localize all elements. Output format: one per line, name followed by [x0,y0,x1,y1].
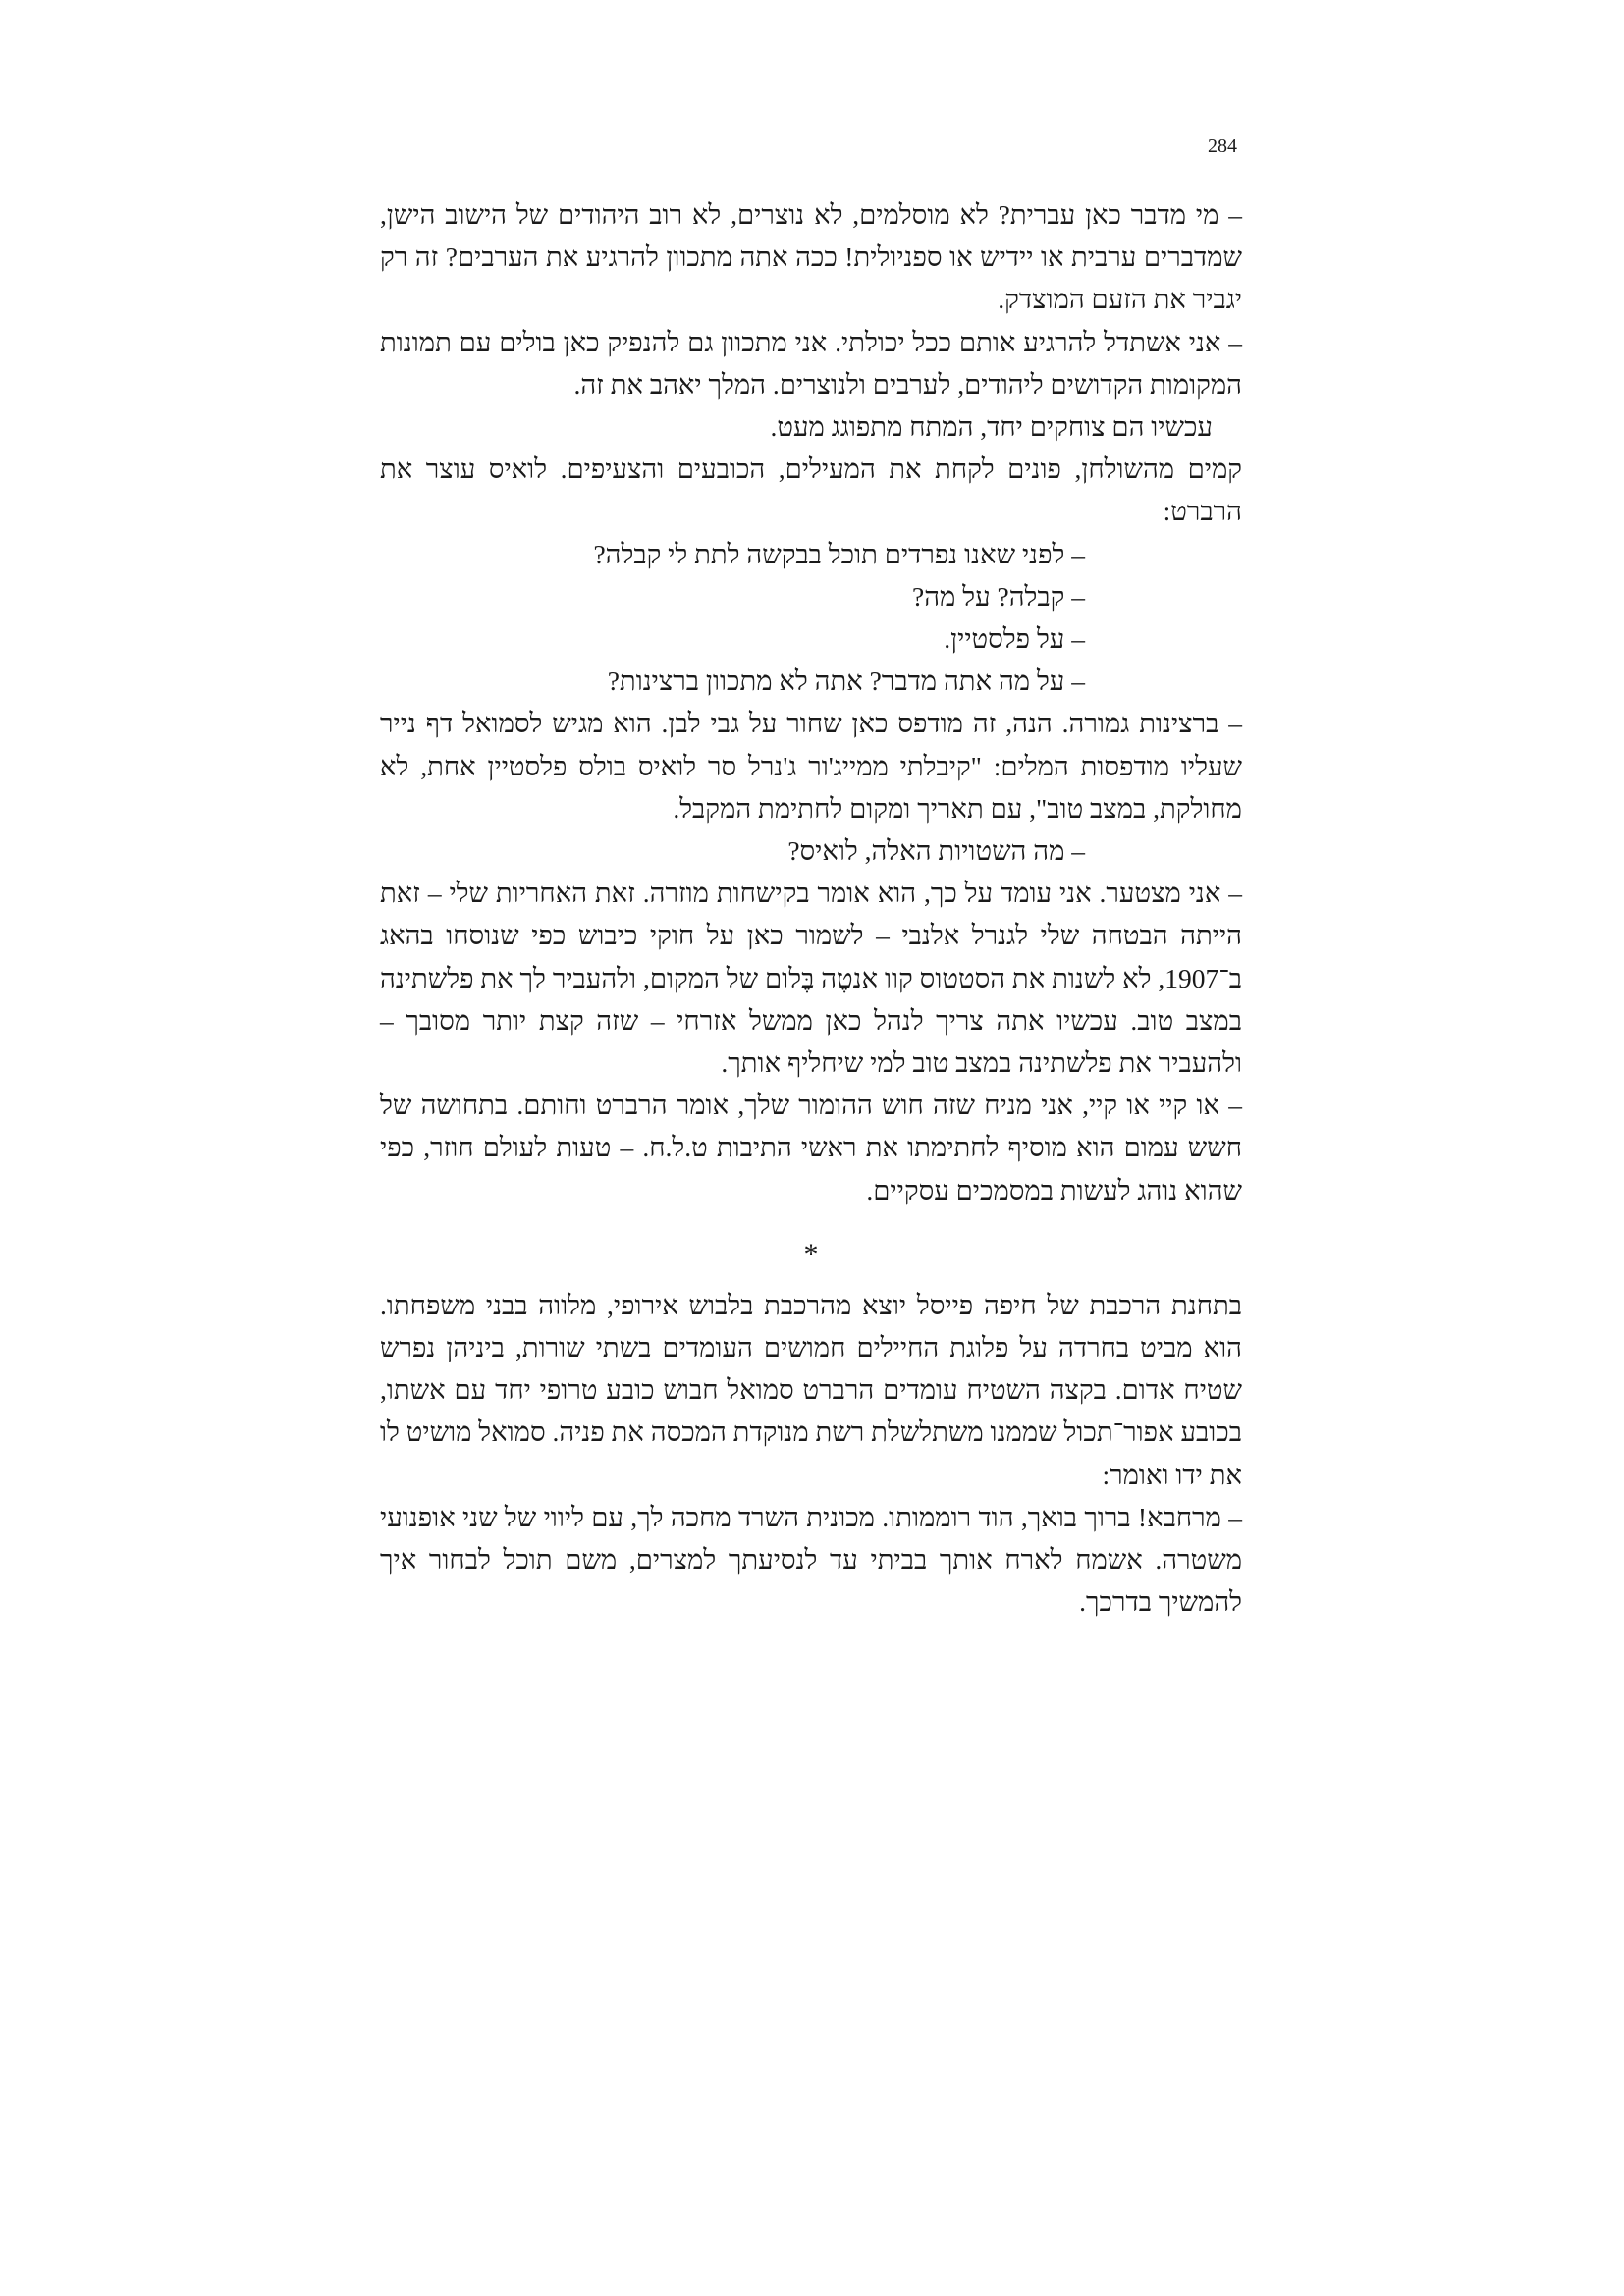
page-number: 284 [1208,135,1237,157]
paragraph-dialogue: – אני אשתדל להרגיע אותם ככל יכולתי. אני מתכוון גם להנפיק כאן בולים עם תמונות המקומות הקדושים ליהודים, לערבים ולנוצרים. המלך יאהב את זה. [380,326,1242,400]
paragraph-dialogue: – או קיי או קיי, אני מניח שזה חוש ההומור שלך, אומר הרברט וחותם. בתחושה של חשש עמום הוא מוסיף לחתימתו את ראשי התיבות ט.ל.ח. – טעות לעולם חוזר, כפי שהוא נוהג לעשות במסמכים עסקיים. [380,1090,1242,1205]
paragraph-dialogue-short: – על מה אתה מדבר? אתה לא מתכוון ברצינות? [607,666,1085,697]
paragraph-dialogue-short: – מה השטויות האלה, לואיס? [787,835,1085,867]
section-separator: * [803,1237,819,1270]
paragraph-dialogue: – מי מדבר כאן עברית? לא מוסלמים, לא נוצרים, לא רוב היהודים של הישוב הישן, שמדברים ערבית או יידיש או ספניולית! ככה אתה מתכוון להרגיע את הערבים? זה רק יגביר את הזעם המוצדק. [380,199,1242,315]
paragraph-narration: קמים מהשולחן, פונים לקחת את המעילים, הכובעים והצעיפים. לואיס עוצר את הרברט: [380,454,1242,527]
paragraph-dialogue: – ברצינות גמורה. הנה, זה מודפס כאן שחור על גבי לבן. הוא מגיש לסמואל דף נייר שעליו מודפסות המלים: "קיבלתי ממייג'ור ג'נרל סר לואיס בולס פלסטיין אחת, לא מחולקת, במצב טוב", עם תאריך ומקום לחתימת המקבל. [380,708,1242,824]
paragraph-dialogue-short: – קבלה? על מה? [912,580,1085,612]
paragraph-dialogue-short: – על פלסטיין. [944,623,1085,655]
paragraph-narration: בתחנת הרכבת של חיפה פייסל יוצא מהרכבת בלבוש אירופי, מלווה בבני משפחתו. הוא מביט בחרדה על פלוגת החיילים חמושים העומדים בשתי שורות, ביניהן נפרש שטיח אדום. בקצה השטיח עומדים הרברט סמואל חבוש כובע טרופי יחד עם אשתו, בכובע אפור־תכול שממנו משתלשלת רשת מנוקדת המכסה את פניה. סמואל מושיט לו את ידו ואומר: [380,1289,1242,1490]
paragraph-narration: עכשיו הם צוחקים יחד, המתח מתפוגג מעט. [770,411,1213,443]
body-text [380,193,1242,1624]
paragraph-dialogue: – אני מצטער. אני עומד על כך, הוא אומר בקישחות מוזרה. זאת האחריות שלי – זאת הייתה הבטחה שלי לגנרל אלנבי – לשמור כאן על חוקי כיבוש כפי שנוסחו בהאג ב־1907, לא לשנות את הסטטוס קוו אנטֶה בֶּלום של המקום, ולהעביר לך את פלשתינה במצב טוב. עכשיו אתה צריך לנהל כאן ממשל אזרחי – שזה קצת יותר מסובך – ולהעביר את פלשתינה במצב טוב למי שיחליף אותך. [380,878,1242,1079]
paragraph-dialogue: – מרחבא! ברוך בואך, הוד רוממותו. מכונית השרד מחכה לך, עם ליווי של שני אופנועי משטרה. אשמח לארח אותך בביתי עד לנסיעתך למצרים, משם תוכל לבחור איך להמשיך בדרכך. [380,1501,1242,1618]
paragraph-dialogue-short: – לפני שאנו נפרדים תוכל בבקשה לתת לי קבלה? [593,538,1085,569]
